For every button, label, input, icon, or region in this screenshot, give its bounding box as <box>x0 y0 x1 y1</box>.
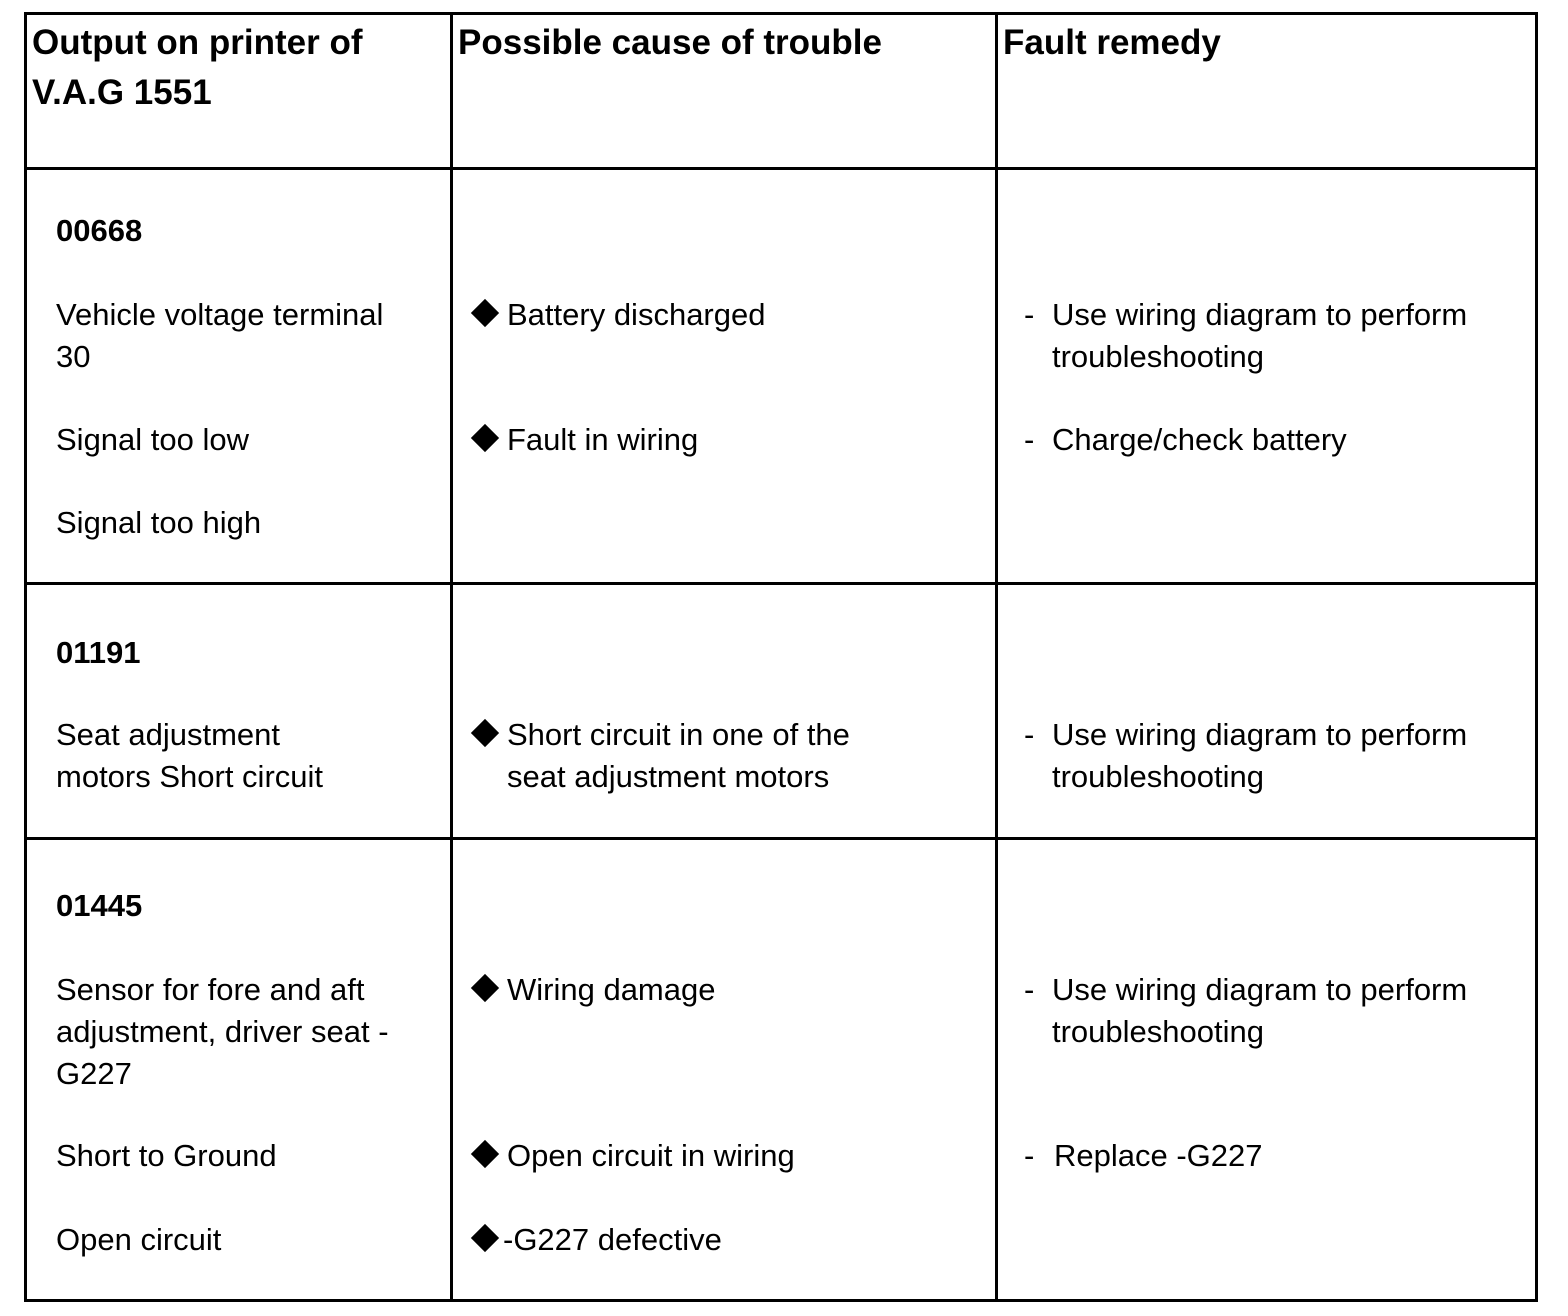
header-divider <box>27 167 1535 170</box>
dash-bullet: - <box>1024 1138 1035 1173</box>
output-text: Signal too high <box>56 505 262 540</box>
header-output: Output on printer of V.A.G 1551 <box>32 23 363 112</box>
output-text: Seat adjustment motors Short circuit <box>56 717 324 794</box>
column-divider-1 <box>450 15 453 1299</box>
output-text: Short to Ground <box>56 1138 277 1173</box>
cause-text: Fault in wiring <box>507 422 699 457</box>
output-text: Open circuit <box>56 1222 222 1257</box>
dash-bullet: - <box>1024 297 1035 332</box>
dash-bullet: - <box>1024 717 1035 752</box>
remedy-text: Charge/check battery <box>1052 422 1347 457</box>
fault-code: 01191 <box>56 635 141 670</box>
header-remedy: Fault remedy <box>1003 23 1221 62</box>
output-text: Vehicle voltage terminal 30 <box>56 297 384 374</box>
output-text: Sensor for fore and aft adjustment, driver seat - G227 <box>56 972 389 1091</box>
cause-text: Battery discharged <box>507 297 766 332</box>
dash-bullet: - <box>1024 972 1035 1007</box>
remedy-text: Use wiring diagram to perform troubleshooting <box>1052 972 1468 1049</box>
column-divider-2 <box>995 15 998 1299</box>
diagnostic-table <box>24 12 1538 1302</box>
dash-bullet: - <box>1024 422 1035 457</box>
row-divider-2 <box>27 837 1535 840</box>
output-text: Signal too low <box>56 422 250 457</box>
cause-text: Short circuit in one of the seat adjustment motors <box>507 717 850 794</box>
fault-code: 00668 <box>56 213 143 248</box>
cause-text: -G227 defective <box>503 1222 722 1257</box>
cause-text: Wiring damage <box>507 972 716 1007</box>
row-divider-1 <box>27 582 1535 585</box>
remedy-text: Use wiring diagram to perform troubleshooting <box>1052 717 1468 794</box>
fault-code: 01445 <box>56 888 143 923</box>
remedy-text: Replace -G227 <box>1054 1138 1263 1173</box>
cause-text: Open circuit in wiring <box>507 1138 795 1173</box>
header-cause: Possible cause of trouble <box>458 23 882 62</box>
remedy-text: Use wiring diagram to perform troubleshooting <box>1052 297 1468 374</box>
